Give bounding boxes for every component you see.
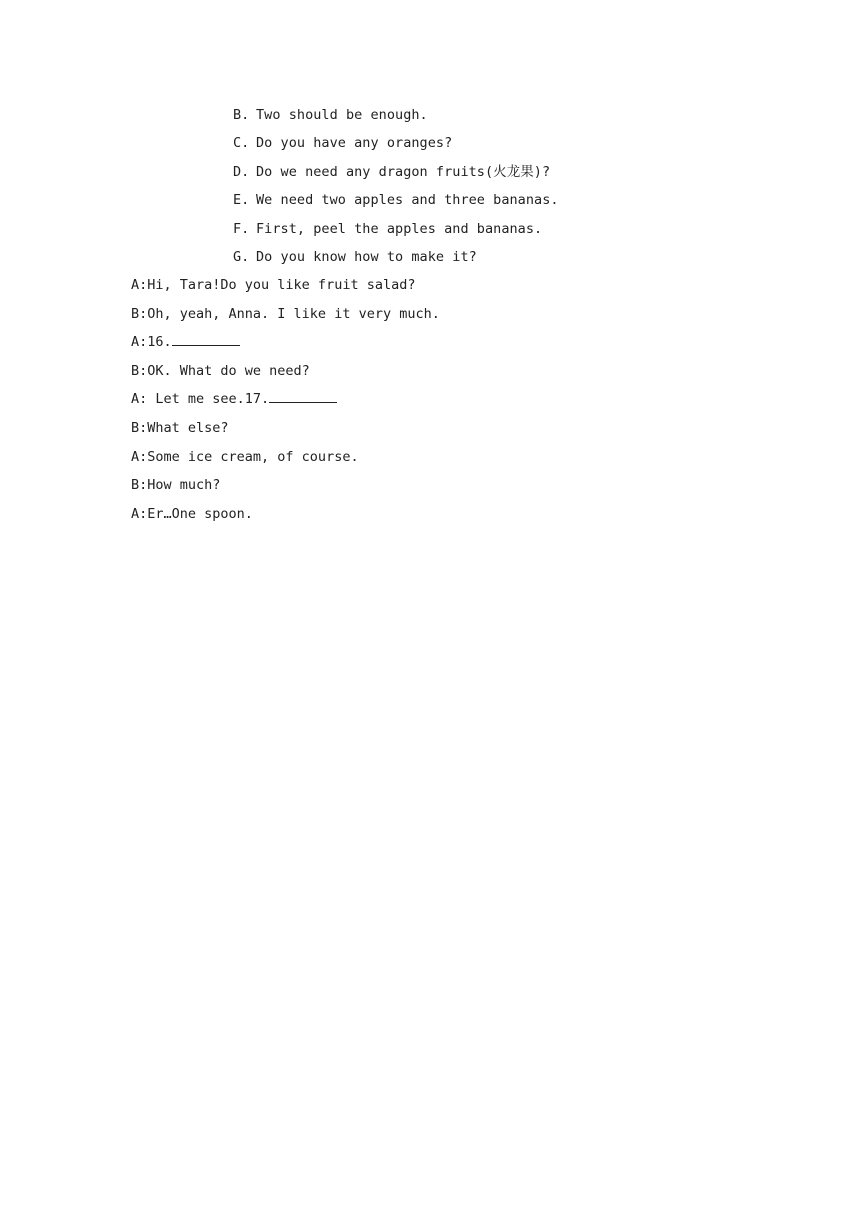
dialogue-line: [131, 331, 440, 360]
option-letter: G.: [233, 248, 250, 265]
answer-options-list: [233, 104, 559, 274]
dialogue-line: [131, 417, 440, 446]
option-c: [233, 132, 559, 160]
option-e: [233, 189, 559, 217]
dialogue-line: [131, 503, 440, 532]
option-letter: E.: [233, 192, 250, 209]
option-letter: B.: [233, 107, 250, 123]
answer-blank-16[interactable]: [172, 331, 240, 346]
dialogue-line: [131, 446, 440, 475]
dialogue-text: A:Some ice cream, of course.: [131, 448, 359, 465]
dialogue-line: [131, 303, 440, 332]
option-letter: D.: [233, 163, 250, 180]
option-letter: C.: [233, 135, 250, 152]
dialogue-text: B:OK. What do we need?: [131, 362, 310, 379]
option-text: Do you know how to make it?: [256, 248, 477, 265]
dialogue-text: B:Oh, yeah, Anna. I like it very much.: [131, 305, 440, 322]
option-text: Do we need any dragon fruits(火龙果)?: [256, 163, 551, 180]
dialogue-line: [131, 388, 440, 417]
option-g: [233, 246, 559, 274]
option-b: [233, 104, 559, 132]
dialogue-text: A:16.: [131, 334, 172, 351]
dialogue: [131, 274, 440, 531]
dialogue-line: [131, 360, 440, 389]
dialogue-text: A:Er…One spoon.: [131, 505, 253, 522]
dialogue-text: A: Let me see.17.: [131, 391, 270, 408]
dialogue-text: B:What else?: [131, 419, 229, 436]
dialogue-line: [131, 474, 440, 503]
answer-blank-17[interactable]: [269, 388, 337, 403]
option-text: First, peel the apples and bananas.: [256, 220, 543, 237]
option-letter: F.: [233, 220, 250, 237]
option-text: We need two apples and three bananas.: [256, 192, 559, 209]
option-f: [233, 218, 559, 246]
dialogue-text: A:Hi, Tara!Do you like fruit salad?: [131, 277, 416, 293]
dialogue-text: B:How much?: [131, 477, 221, 494]
option-text: Two should be enough.: [256, 107, 428, 123]
option-d: [233, 161, 559, 189]
dialogue-line: [131, 274, 440, 303]
option-text: Do you have any oranges?: [256, 135, 453, 152]
